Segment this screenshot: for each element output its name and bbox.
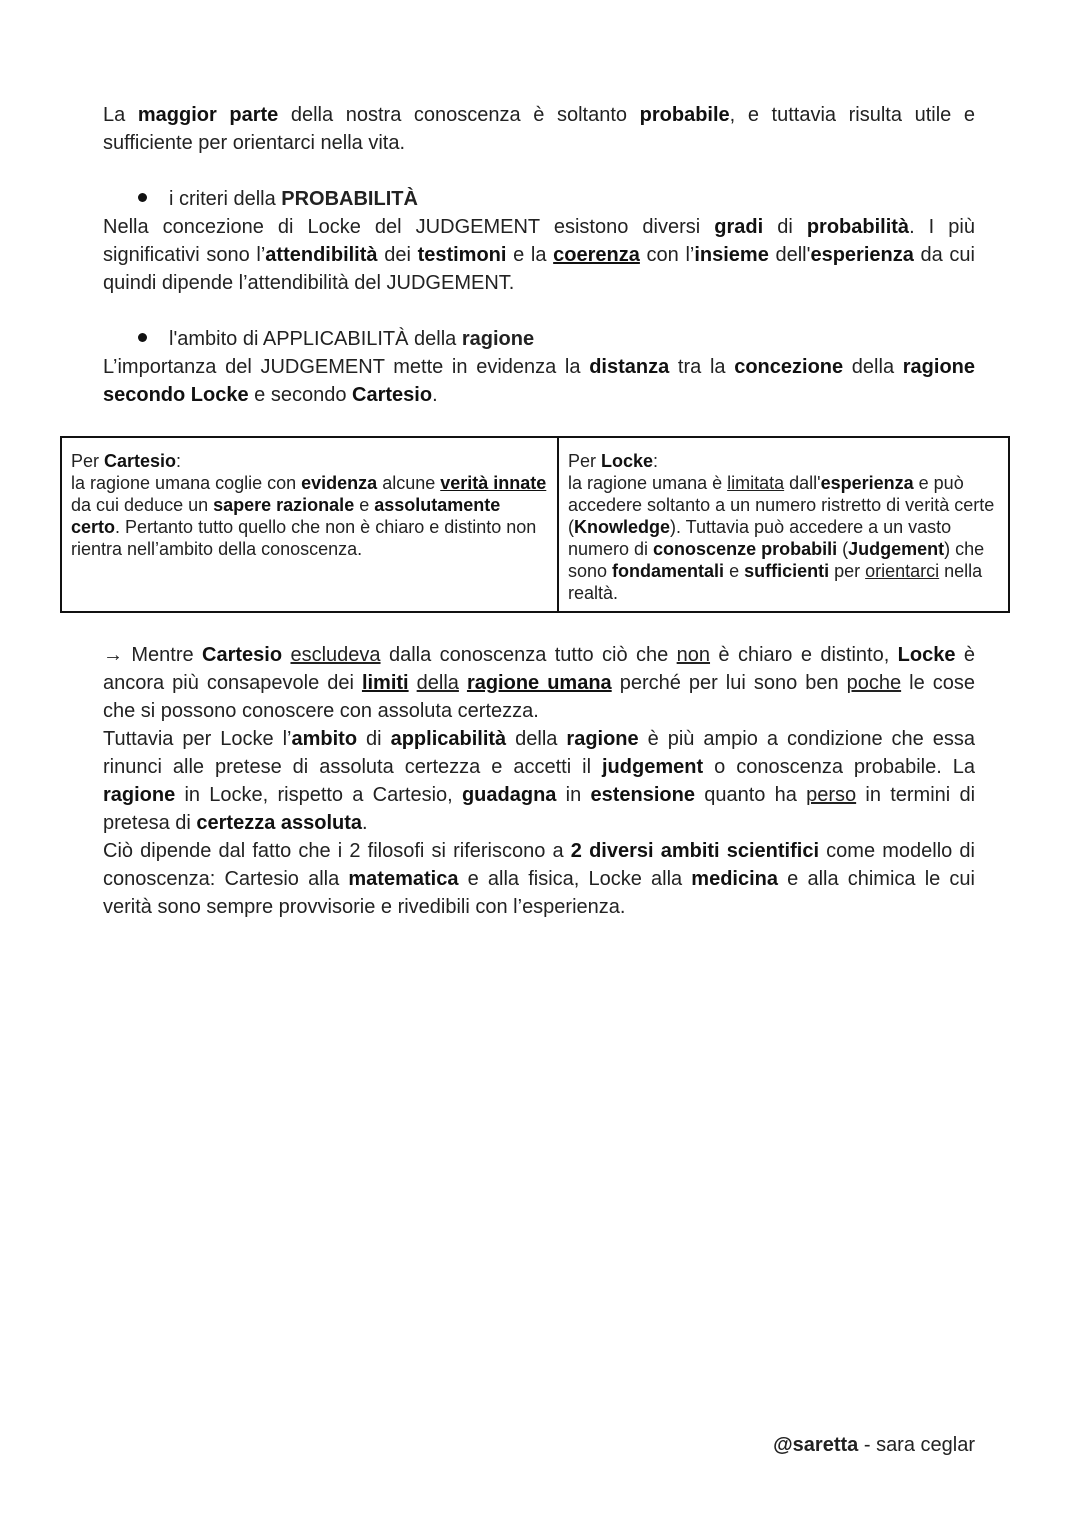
text: :: [653, 451, 659, 471]
text: con l’: [639, 244, 695, 266]
bold-text: testimoni: [417, 244, 507, 266]
underlined-text: orientarci: [865, 561, 940, 581]
author-footer: [773, 1432, 975, 1458]
text: Nella concezione di Locke del JUDGEMENT esistono diversi: [103, 216, 715, 238]
text: :: [176, 451, 182, 471]
underlined-text: limitata: [727, 473, 785, 493]
text: come modello di conoscenza: Cartesio alla: [103, 840, 975, 890]
bold-text: gradi: [714, 216, 764, 238]
text: .: [432, 384, 438, 406]
bold-text: ragione secondo Locke: [103, 356, 976, 406]
text: e la: [506, 244, 554, 266]
text: [409, 672, 417, 694]
text: e alla fisica, Locke alla: [458, 868, 692, 890]
underlined-text: escludeva: [290, 644, 381, 666]
bold-text: fondamentali: [612, 561, 725, 581]
bold-text: Cartesio: [352, 384, 433, 406]
text: o conoscenza probabile. La: [703, 756, 975, 778]
text: L’importanza del JUDGEMENT mette in evidenza la: [103, 356, 590, 378]
bullet-icon: [138, 333, 147, 342]
text: ) che sono: [568, 539, 985, 581]
bold-underlined-text: coerenza: [553, 244, 640, 266]
bold-text: PROBABILITÀ: [281, 188, 418, 210]
bold-text: distanza: [589, 356, 670, 378]
text: la ragione umana è: [568, 473, 728, 493]
text: della: [506, 728, 567, 750]
bold-text: attendibilità: [265, 244, 378, 266]
text: -: [858, 1434, 877, 1456]
text: Tuttavia per Locke l’: [103, 728, 292, 750]
underlined-text: perso: [806, 784, 857, 806]
text: , e tuttavia risulta utile e sufficiente per orientarci nella vita.: [103, 104, 975, 154]
text: . I più significativi sono l’: [103, 216, 975, 266]
bold-text: conoscenze probabili: [653, 539, 838, 559]
text: ). Tuttavia può accedere a un vasto numero di: [568, 517, 952, 559]
bold-text: 2 diversi ambiti scientifici: [570, 840, 820, 862]
intro-paragraph: [103, 101, 975, 157]
author-name: sara ceglar: [876, 1434, 975, 1456]
text: di: [357, 728, 391, 750]
applicability-explanation-paragraph: [103, 725, 975, 837]
bold-text: evidenza: [301, 473, 378, 493]
text: Per: [568, 451, 602, 471]
bold-text: maggior parte: [137, 104, 279, 126]
bold-text: Locke: [897, 644, 956, 666]
underlined-text: non: [676, 644, 711, 666]
text: e: [354, 495, 375, 515]
text: → Mentre: [103, 644, 203, 666]
text: in Locke, rispetto a Cartesio,: [175, 784, 462, 806]
bullet-probabilita: [138, 185, 418, 213]
bold-underlined-text: verità innate: [440, 473, 547, 493]
bold-text: insieme: [694, 244, 769, 266]
text: perché per lui sono ben: [611, 672, 847, 694]
text: di: [763, 216, 807, 238]
table-cell-cartesio: [62, 438, 559, 611]
bold-text: probabile: [639, 104, 730, 126]
bold-underlined-text: ragione umana: [466, 672, 612, 694]
author-handle: @saretta: [773, 1434, 859, 1456]
comparison-paragraph: [103, 641, 975, 725]
text: è chiaro e distinto,: [710, 644, 898, 666]
text: e alla chimica le cui verità sono sempre provvisorie e rivedibili con l’esperienza.: [103, 868, 975, 918]
bullet-icon: [138, 193, 147, 202]
text: dell': [768, 244, 811, 266]
text: nella realtà.: [568, 561, 983, 603]
bold-text: sufficienti: [744, 561, 830, 581]
bold-text: esperienza: [820, 473, 914, 493]
text: dalla conoscenza tutto ciò che: [380, 644, 677, 666]
bold-text: concezione: [734, 356, 844, 378]
bold-text: sapere razionale: [213, 495, 355, 515]
bold-text: medicina: [691, 868, 778, 890]
text: dall': [784, 473, 821, 493]
text: . Pertanto tutto quello che non è chiaro e distinto non rientra nell’ambito della conoscenza.: [71, 517, 537, 559]
text: per: [829, 561, 866, 581]
scientific-models-paragraph: [103, 837, 975, 921]
text: della nostra conoscenza è soltanto: [278, 104, 640, 126]
underlined-text: della: [416, 672, 459, 694]
text: l'ambito di APPLICABILITÀ della: [169, 328, 462, 350]
bold-text: Cartesio: [202, 644, 283, 666]
text: le cose che si possono conoscere con assoluta certezza.: [103, 672, 975, 722]
bullet-applicabilita: [138, 325, 534, 353]
text: [459, 672, 467, 694]
text: .: [362, 812, 368, 834]
bold-text: ragione: [566, 728, 639, 750]
applicability-paragraph: [103, 353, 975, 409]
text: Per: [71, 451, 105, 471]
bold-text: assolutamente certo: [71, 495, 501, 537]
text: e secondo: [248, 384, 353, 406]
comparison-table: [60, 436, 1010, 613]
bold-text: Knowledge: [574, 517, 671, 537]
bold-text: Cartesio: [104, 451, 177, 471]
bold-text: ambito: [291, 728, 358, 750]
bold-text: Locke: [601, 451, 654, 471]
bold-text: Judgement: [848, 539, 945, 559]
text: da cui deduce un: [71, 495, 214, 515]
text: da cui quindi dipende l’attendibilità del JUDGEMENT.: [103, 244, 975, 294]
text: della: [843, 356, 903, 378]
text: e può accedere soltanto a un numero ristretto di verità certe (: [568, 473, 995, 537]
text: alcune: [377, 473, 441, 493]
bold-text: guadagna: [461, 784, 557, 806]
text: (: [837, 539, 849, 559]
text: è più ampio a condizione che essa rinunci alle pretese di assoluta certezza e accetti il: [103, 728, 976, 778]
bold-text: estensione: [590, 784, 695, 806]
bold-text: applicabilità: [390, 728, 507, 750]
text: in: [556, 784, 591, 806]
text: quanto ha: [694, 784, 807, 806]
bold-text: probabilità: [806, 216, 910, 238]
text: La: [103, 104, 138, 126]
bold-text: ragione: [461, 328, 535, 350]
text: e: [724, 561, 745, 581]
text: la ragione umana coglie con: [71, 473, 302, 493]
text: tra la: [669, 356, 735, 378]
probability-paragraph: [103, 213, 975, 297]
text: Ciò dipende dal fatto che i 2 filosofi si riferiscono a: [103, 840, 571, 862]
text: in termini di pretesa di: [103, 784, 976, 834]
text: dei: [377, 244, 418, 266]
bold-text: judgement: [602, 756, 704, 778]
table-cell-locke: [559, 438, 1008, 611]
bold-text: certezza assoluta: [196, 812, 363, 834]
bold-text: matematica: [348, 868, 459, 890]
text: i criteri della: [169, 188, 282, 210]
bold-text: ragione: [103, 784, 176, 806]
underlined-text: poche: [846, 672, 902, 694]
bold-text: esperienza: [810, 244, 914, 266]
text: è ancora più consapevole dei: [103, 644, 976, 694]
bold-underlined-text: limiti: [361, 672, 409, 694]
